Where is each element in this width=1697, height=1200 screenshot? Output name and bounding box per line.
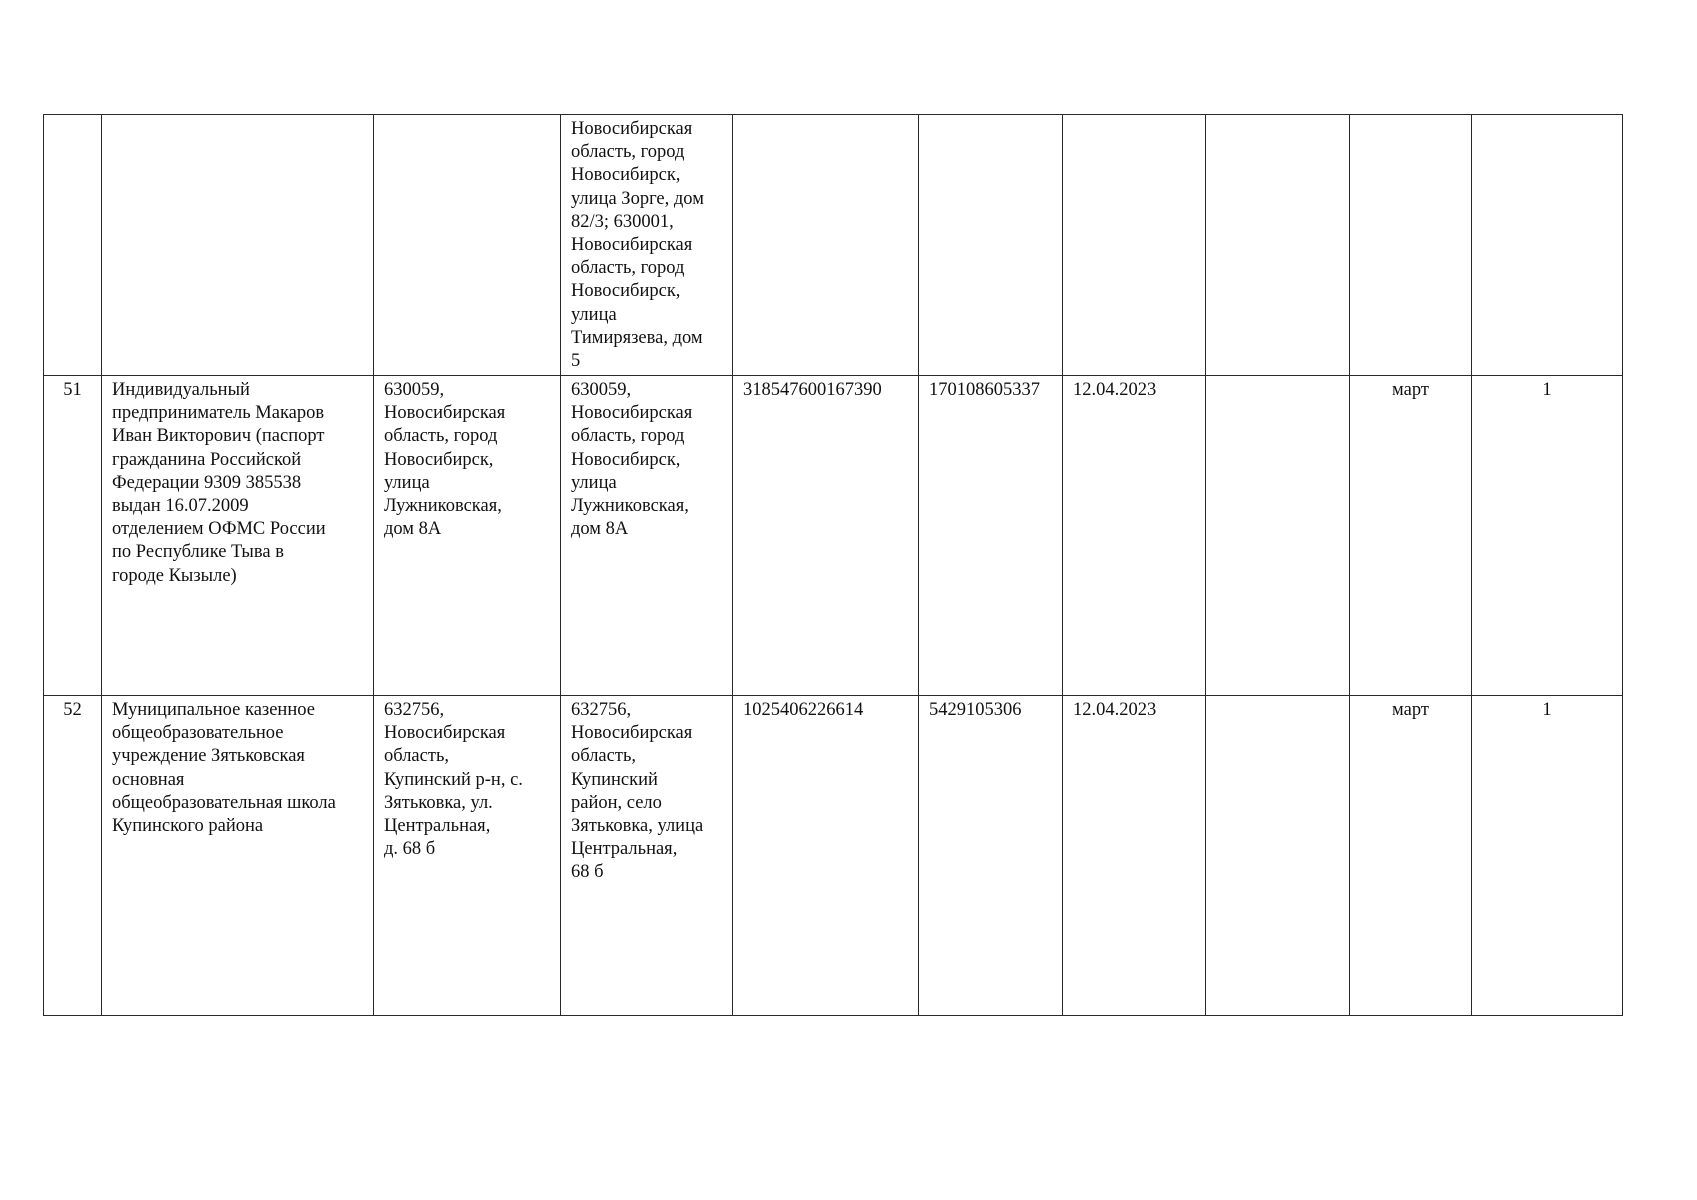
month-cell: [1350, 115, 1472, 376]
ogrn-cell: 1025406226614: [733, 696, 919, 1016]
date-cell: 12.04.2023: [1063, 696, 1206, 1016]
table-row: [44, 115, 1623, 376]
registry-table: [43, 114, 1623, 1016]
count-cell: 1: [1472, 696, 1623, 1016]
organization-name: [102, 115, 374, 376]
legal-address: [374, 115, 561, 376]
date-cell: [1063, 115, 1206, 376]
count-cell: 1: [1472, 376, 1623, 696]
table-row: [44, 696, 1623, 1016]
inn-cell: 5429105306: [919, 696, 1063, 1016]
inn-cell: 170108605337: [919, 376, 1063, 696]
activity-address: 632756, Новосибирская область, Купинский район, село Зятьковка, улица Центральная, 68 б: [561, 696, 733, 1016]
ogrn-cell: [733, 115, 919, 376]
activity-address: Новосибирская область, город Новосибирск, улица Зорге, дом 82/3; 630001, Новосибирская область, город Новосибирск, улица Тимирязева, дом 5: [561, 115, 733, 376]
empty-cell: [1206, 376, 1350, 696]
count-cell: [1472, 115, 1623, 376]
legal-address: 630059, Новосибирская область, город Новосибирск, улица Лужниковская, дом 8А: [374, 376, 561, 696]
ogrn-cell: 318547600167390: [733, 376, 919, 696]
activity-address: 630059, Новосибирская область, город Новосибирск, улица Лужниковская, дом 8А: [561, 376, 733, 696]
row-number: 52: [44, 696, 102, 1016]
date-cell: 12.04.2023: [1063, 376, 1206, 696]
row-number: [44, 115, 102, 376]
organization-name: Муниципальное казенное общеобразовательное учреждение Зятьковская основная общеобразовательная школа Купинского района: [102, 696, 374, 1016]
inn-cell: [919, 115, 1063, 376]
empty-cell: [1206, 696, 1350, 1016]
month-cell: март: [1350, 376, 1472, 696]
table-row: [44, 376, 1623, 696]
organization-name: Индивидуальный предприниматель Макаров Иван Викторович (паспорт гражданина Российской Федерации 9309 385538 выдан 16.07.2009 отделением ОФМС России по Республике Тыва в городе Кызыле): [102, 376, 374, 696]
month-cell: март: [1350, 696, 1472, 1016]
empty-cell: [1206, 115, 1350, 376]
row-number: 51: [44, 376, 102, 696]
legal-address: 632756, Новосибирская область, Купинский р-н, с. Зятьковка, ул. Центральная, д. 68 б: [374, 696, 561, 1016]
